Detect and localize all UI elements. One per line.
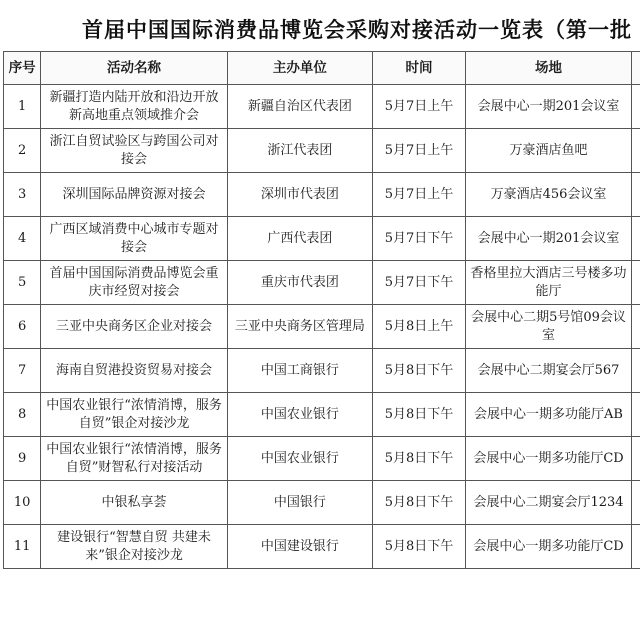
cell-venue: 会展中心一期多功能厅CD	[466, 437, 632, 481]
cell-venue: 会展中心二期宴会厅567	[466, 349, 632, 393]
cell-extra	[631, 437, 640, 481]
cell-time: 5月7日上午	[372, 129, 465, 173]
cell-extra	[631, 261, 640, 305]
cell-activity-name: 三亚中央商务区企业对接会	[41, 305, 228, 349]
cell-activity-name: 中国农业银行“浓情消博，服务自贸”银企对接沙龙	[41, 393, 228, 437]
table-row	[4, 217, 640, 261]
cell-venue: 万豪酒店鱼吧	[466, 129, 632, 173]
cell-activity-name: 深圳国际品牌资源对接会	[41, 173, 228, 217]
cell-time: 5月8日下午	[372, 437, 465, 481]
cell-no: 3	[4, 173, 41, 217]
cell-time: 5月8日下午	[372, 393, 465, 437]
cell-extra	[631, 85, 640, 129]
header-time: 时间	[372, 52, 465, 85]
cell-organizer: 三亚中央商务区管理局	[227, 305, 372, 349]
cell-venue: 会展中心一期多功能厅AB	[466, 393, 632, 437]
cell-time: 5月8日下午	[372, 525, 465, 569]
cell-organizer: 中国工商银行	[227, 349, 372, 393]
cell-extra	[631, 217, 640, 261]
cell-organizer: 中国农业银行	[227, 437, 372, 481]
header-name: 活动名称	[41, 52, 228, 85]
cell-venue: 万豪酒店456会议室	[466, 173, 632, 217]
cell-time: 5月7日下午	[372, 261, 465, 305]
table-row	[4, 525, 640, 569]
cell-time: 5月7日上午	[372, 173, 465, 217]
table-row	[4, 85, 640, 129]
cell-extra	[631, 129, 640, 173]
cell-organizer: 中国农业银行	[227, 393, 372, 437]
cell-activity-name: 中银私享荟	[41, 481, 228, 525]
table-row	[4, 393, 640, 437]
cell-organizer: 中国建设银行	[227, 525, 372, 569]
cell-time: 5月7日上午	[372, 85, 465, 129]
table-row	[4, 305, 640, 349]
cell-no: 10	[4, 481, 41, 525]
cell-activity-name: 建设银行“智慧自贸 共建未来”银企对接沙龙	[41, 525, 228, 569]
table-row	[4, 481, 640, 525]
table-header-row	[4, 52, 640, 85]
table-row	[4, 437, 640, 481]
activity-table	[3, 51, 640, 569]
cell-activity-name: 中国农业银行“浓情消博，服务自贸”财智私行对接活动	[41, 437, 228, 481]
cell-extra	[631, 173, 640, 217]
cell-venue: 会展中心二期宴会厅1234	[466, 481, 632, 525]
cell-time: 5月7日下午	[372, 217, 465, 261]
cell-no: 6	[4, 305, 41, 349]
cell-no: 8	[4, 393, 41, 437]
cell-no: 5	[4, 261, 41, 305]
cell-time: 5月8日下午	[372, 349, 465, 393]
cell-activity-name: 浙江自贸试验区与跨国公司对接会	[41, 129, 228, 173]
table-body	[4, 85, 640, 569]
cell-no: 1	[4, 85, 41, 129]
cell-no: 2	[4, 129, 41, 173]
page-title: 首届中国国际消费品博览会采购对接活动一览表（第一批	[82, 17, 632, 42]
cell-extra	[631, 525, 640, 569]
cell-organizer: 广西代表团	[227, 217, 372, 261]
cell-venue: 会展中心一期201会议室	[466, 217, 632, 261]
table-row	[4, 173, 640, 217]
header-no: 序号	[4, 52, 41, 85]
cell-extra	[631, 393, 640, 437]
header-venue: 场地	[466, 52, 632, 85]
header-org: 主办单位	[227, 52, 372, 85]
cell-venue: 会展中心二期5号馆09会议室	[466, 305, 632, 349]
cell-venue: 会展中心一期多功能厅CD	[466, 525, 632, 569]
cell-activity-name: 新疆打造内陆开放和沿边开放新高地重点领域推介会	[41, 85, 228, 129]
cell-venue: 会展中心一期201会议室	[466, 85, 632, 129]
cell-no: 9	[4, 437, 41, 481]
cell-organizer: 浙江代表团	[227, 129, 372, 173]
cell-organizer: 重庆市代表团	[227, 261, 372, 305]
cell-organizer: 中国银行	[227, 481, 372, 525]
cell-time: 5月8日上午	[372, 305, 465, 349]
cell-extra	[631, 349, 640, 393]
cell-extra	[631, 305, 640, 349]
cell-no: 11	[4, 525, 41, 569]
cell-extra	[631, 481, 640, 525]
header-extra	[631, 52, 640, 85]
cell-organizer: 深圳市代表团	[227, 173, 372, 217]
cell-venue: 香格里拉大酒店三号楼多功能厅	[466, 261, 632, 305]
cell-no: 7	[4, 349, 41, 393]
cell-time: 5月8日下午	[372, 481, 465, 525]
cell-activity-name: 海南自贸港投资贸易对接会	[41, 349, 228, 393]
cell-no: 4	[4, 217, 41, 261]
table-row	[4, 261, 640, 305]
cell-organizer: 新疆自治区代表团	[227, 85, 372, 129]
cell-activity-name: 首届中国国际消费品博览会重庆市经贸对接会	[41, 261, 228, 305]
table-row	[4, 129, 640, 173]
table-row	[4, 349, 640, 393]
cell-activity-name: 广西区域消费中心城市专题对接会	[41, 217, 228, 261]
